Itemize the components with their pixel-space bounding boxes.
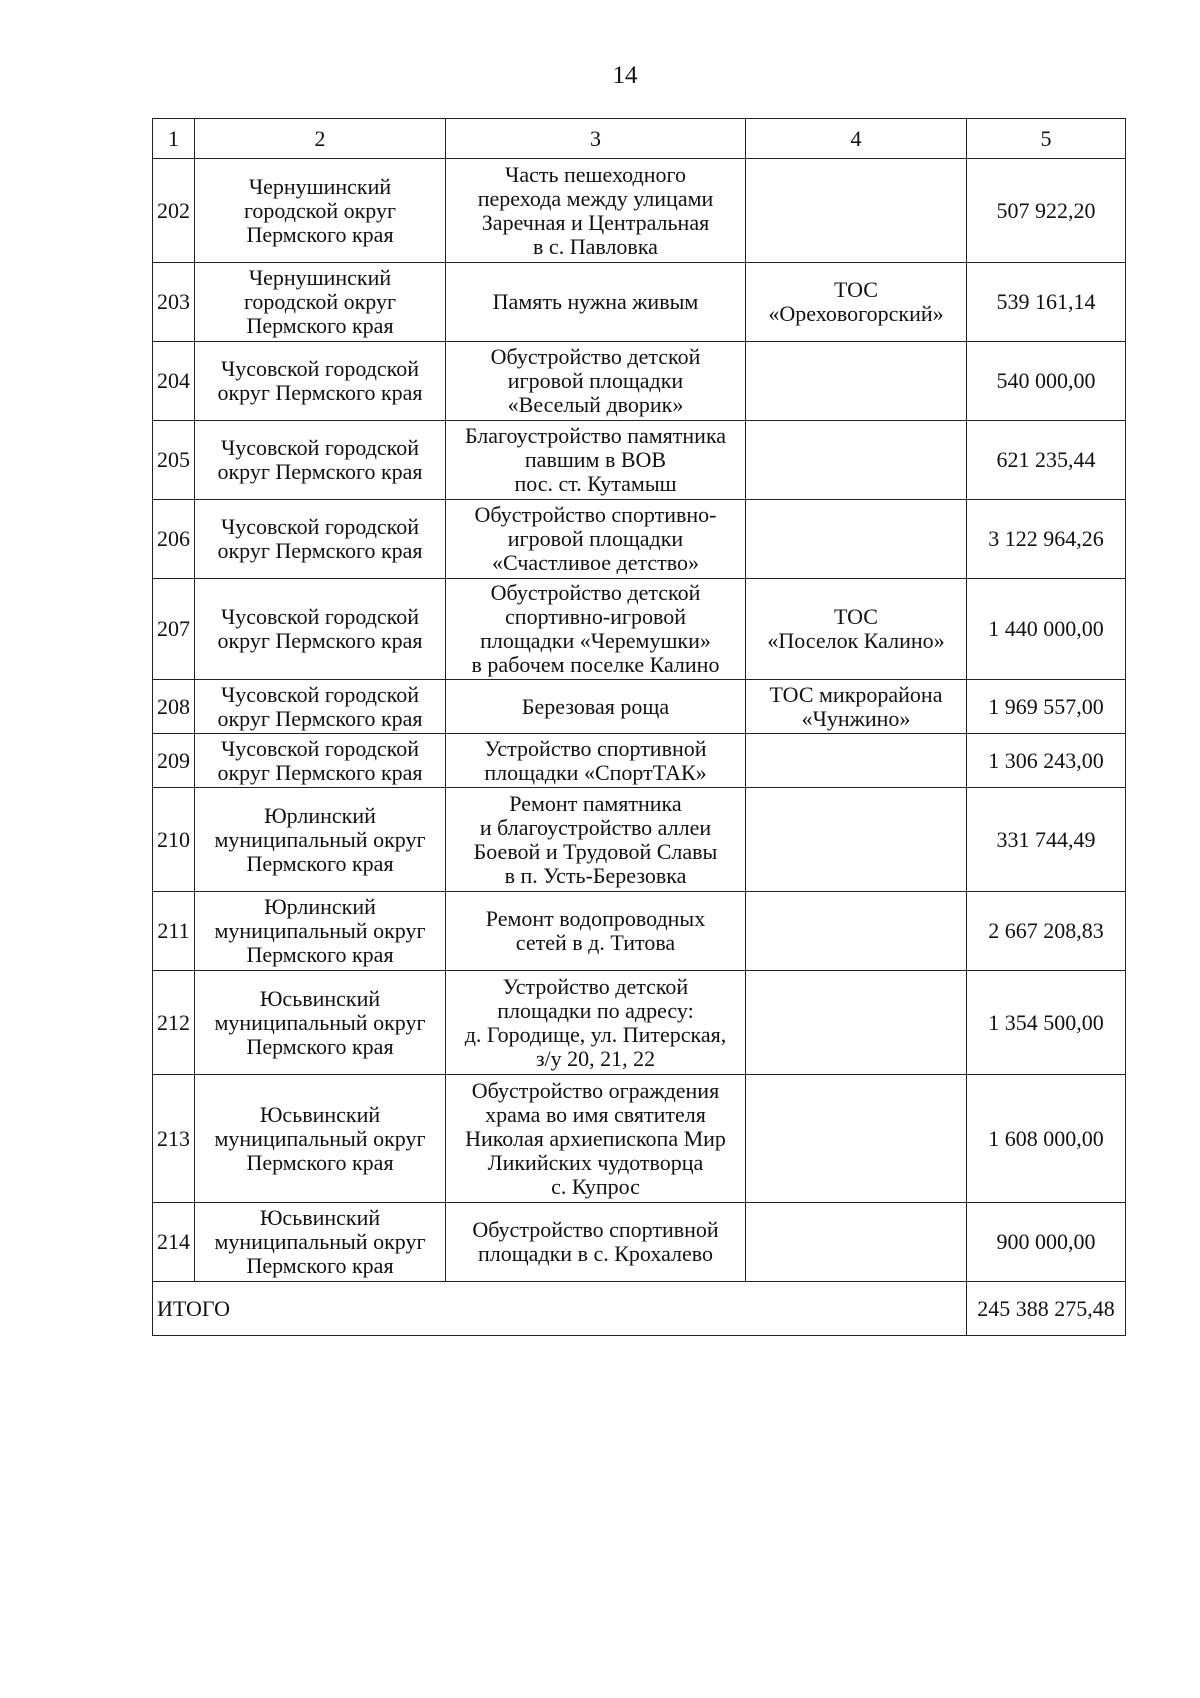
initiator-cell bbox=[746, 734, 967, 788]
initiator-cell: ТОС «Поселок Калино» bbox=[746, 579, 967, 680]
project-cell: Память нужна живым bbox=[446, 263, 746, 342]
table-row bbox=[153, 342, 1126, 421]
amount-cell: 3 122 964,26 bbox=[967, 500, 1126, 579]
initiator-cell: ТОС микрорайона «Чунжино» bbox=[746, 680, 967, 734]
amount-cell: 900 000,00 bbox=[967, 1203, 1126, 1282]
header-cell-5: 5 bbox=[967, 119, 1126, 159]
header-cell-3: 3 bbox=[446, 119, 746, 159]
project-cell: Устройство спортивной площадки «СпортТАК» bbox=[446, 734, 746, 788]
initiator-cell bbox=[746, 971, 967, 1075]
initiator-cell bbox=[746, 1203, 967, 1282]
initiator-cell bbox=[746, 500, 967, 579]
row-number-cell: 202 bbox=[153, 159, 195, 263]
table-row bbox=[153, 159, 1126, 263]
territory-cell: Чусовской городской округ Пермского края bbox=[195, 680, 446, 734]
initiator-cell bbox=[746, 421, 967, 500]
amount-cell: 2 667 208,83 bbox=[967, 892, 1126, 971]
territory-cell: Юсьвинский муниципальный округ Пермского края bbox=[195, 971, 446, 1075]
project-cell: Часть пешеходного перехода между улицами Заречная и Центральная в с. Павловка bbox=[446, 159, 746, 263]
row-number-cell: 214 bbox=[153, 1203, 195, 1282]
territory-cell: Чусовской городской округ Пермского края bbox=[195, 579, 446, 680]
row-number-cell: 203 bbox=[153, 263, 195, 342]
table-row bbox=[153, 500, 1126, 579]
amount-cell: 507 922,20 bbox=[967, 159, 1126, 263]
row-number-cell: 213 bbox=[153, 1075, 195, 1203]
row-number-cell: 204 bbox=[153, 342, 195, 421]
total-row bbox=[153, 1282, 1126, 1336]
allocation-table bbox=[152, 118, 1126, 1336]
row-number-cell: 212 bbox=[153, 971, 195, 1075]
project-cell: Обустройство спортивно- игровой площадки «Счастливое детство» bbox=[446, 500, 746, 579]
initiator-cell bbox=[746, 342, 967, 421]
amount-cell: 1 608 000,00 bbox=[967, 1075, 1126, 1203]
row-number-cell: 207 bbox=[153, 579, 195, 680]
territory-cell: Чернушинский городской округ Пермского края bbox=[195, 159, 446, 263]
territory-cell: Юрлинский муниципальный округ Пермского края bbox=[195, 788, 446, 892]
territory-cell: Юрлинский муниципальный округ Пермского края bbox=[195, 892, 446, 971]
table-row bbox=[153, 734, 1126, 788]
project-cell: Благоустройство памятника павшим в ВОВ пос. ст. Кутамыш bbox=[446, 421, 746, 500]
table-row bbox=[153, 1075, 1126, 1203]
amount-cell: 540 000,00 bbox=[967, 342, 1126, 421]
territory-cell: Юсьвинский муниципальный округ Пермского края bbox=[195, 1203, 446, 1282]
row-number-cell: 210 bbox=[153, 788, 195, 892]
table-row bbox=[153, 1203, 1126, 1282]
project-cell: Обустройство детской игровой площадки «Веселый дворик» bbox=[446, 342, 746, 421]
row-number-cell: 208 bbox=[153, 680, 195, 734]
row-number-cell: 209 bbox=[153, 734, 195, 788]
initiator-cell bbox=[746, 1075, 967, 1203]
project-cell: Обустройство детской спортивно-игровой площадки «Черемушки» в рабочем поселке Калино bbox=[446, 579, 746, 680]
project-cell: Обустройство ограждения храма во имя святителя Николая архиепископа Мир Ликийских чудотворца с. Купрос bbox=[446, 1075, 746, 1203]
amount-cell: 539 161,14 bbox=[967, 263, 1126, 342]
initiator-cell bbox=[746, 159, 967, 263]
territory-cell: Чусовской городской округ Пермского края bbox=[195, 500, 446, 579]
project-cell: Ремонт памятника и благоустройство аллеи Боевой и Трудовой Славы в п. Усть-Березовка bbox=[446, 788, 746, 892]
header-cell-4: 4 bbox=[746, 119, 967, 159]
project-cell: Обустройство спортивной площадки в с. Крохалево bbox=[446, 1203, 746, 1282]
territory-cell: Чусовской городской округ Пермского края bbox=[195, 734, 446, 788]
header-row bbox=[153, 119, 1126, 159]
territory-cell: Юсьвинский муниципальный округ Пермского края bbox=[195, 1075, 446, 1203]
row-number-cell: 211 bbox=[153, 892, 195, 971]
table-row bbox=[153, 263, 1126, 342]
row-number-cell: 205 bbox=[153, 421, 195, 500]
initiator-cell bbox=[746, 892, 967, 971]
row-number-cell: 206 bbox=[153, 500, 195, 579]
header-cell-2: 2 bbox=[195, 119, 446, 159]
amount-cell: 1 354 500,00 bbox=[967, 971, 1126, 1075]
table-row bbox=[153, 892, 1126, 971]
page-number: 14 bbox=[612, 62, 638, 89]
project-cell: Березовая роща bbox=[446, 680, 746, 734]
table-row bbox=[153, 788, 1126, 892]
table-row bbox=[153, 579, 1126, 680]
total-label: ИТОГО bbox=[153, 1282, 967, 1336]
territory-cell: Чернушинский городской округ Пермского края bbox=[195, 263, 446, 342]
amount-cell: 621 235,44 bbox=[967, 421, 1126, 500]
amount-cell: 1 440 000,00 bbox=[967, 579, 1126, 680]
territory-cell: Чусовской городской округ Пермского края bbox=[195, 421, 446, 500]
table-row bbox=[153, 421, 1126, 500]
initiator-cell: ТОС «Ореховогорский» bbox=[746, 263, 967, 342]
project-cell: Устройство детской площадки по адресу: д. Городище, ул. Питерская, з/у 20, 21, 22 bbox=[446, 971, 746, 1075]
project-cell: Ремонт водопроводных сетей в д. Титова bbox=[446, 892, 746, 971]
territory-cell: Чусовской городской округ Пермского края bbox=[195, 342, 446, 421]
total-amount: 245 388 275,48 bbox=[967, 1282, 1126, 1336]
header-cell-1: 1 bbox=[153, 119, 195, 159]
table-row bbox=[153, 680, 1126, 734]
initiator-cell bbox=[746, 788, 967, 892]
amount-cell: 1 969 557,00 bbox=[967, 680, 1126, 734]
table-body bbox=[153, 119, 1126, 1336]
amount-cell: 331 744,49 bbox=[967, 788, 1126, 892]
amount-cell: 1 306 243,00 bbox=[967, 734, 1126, 788]
table-row bbox=[153, 971, 1126, 1075]
